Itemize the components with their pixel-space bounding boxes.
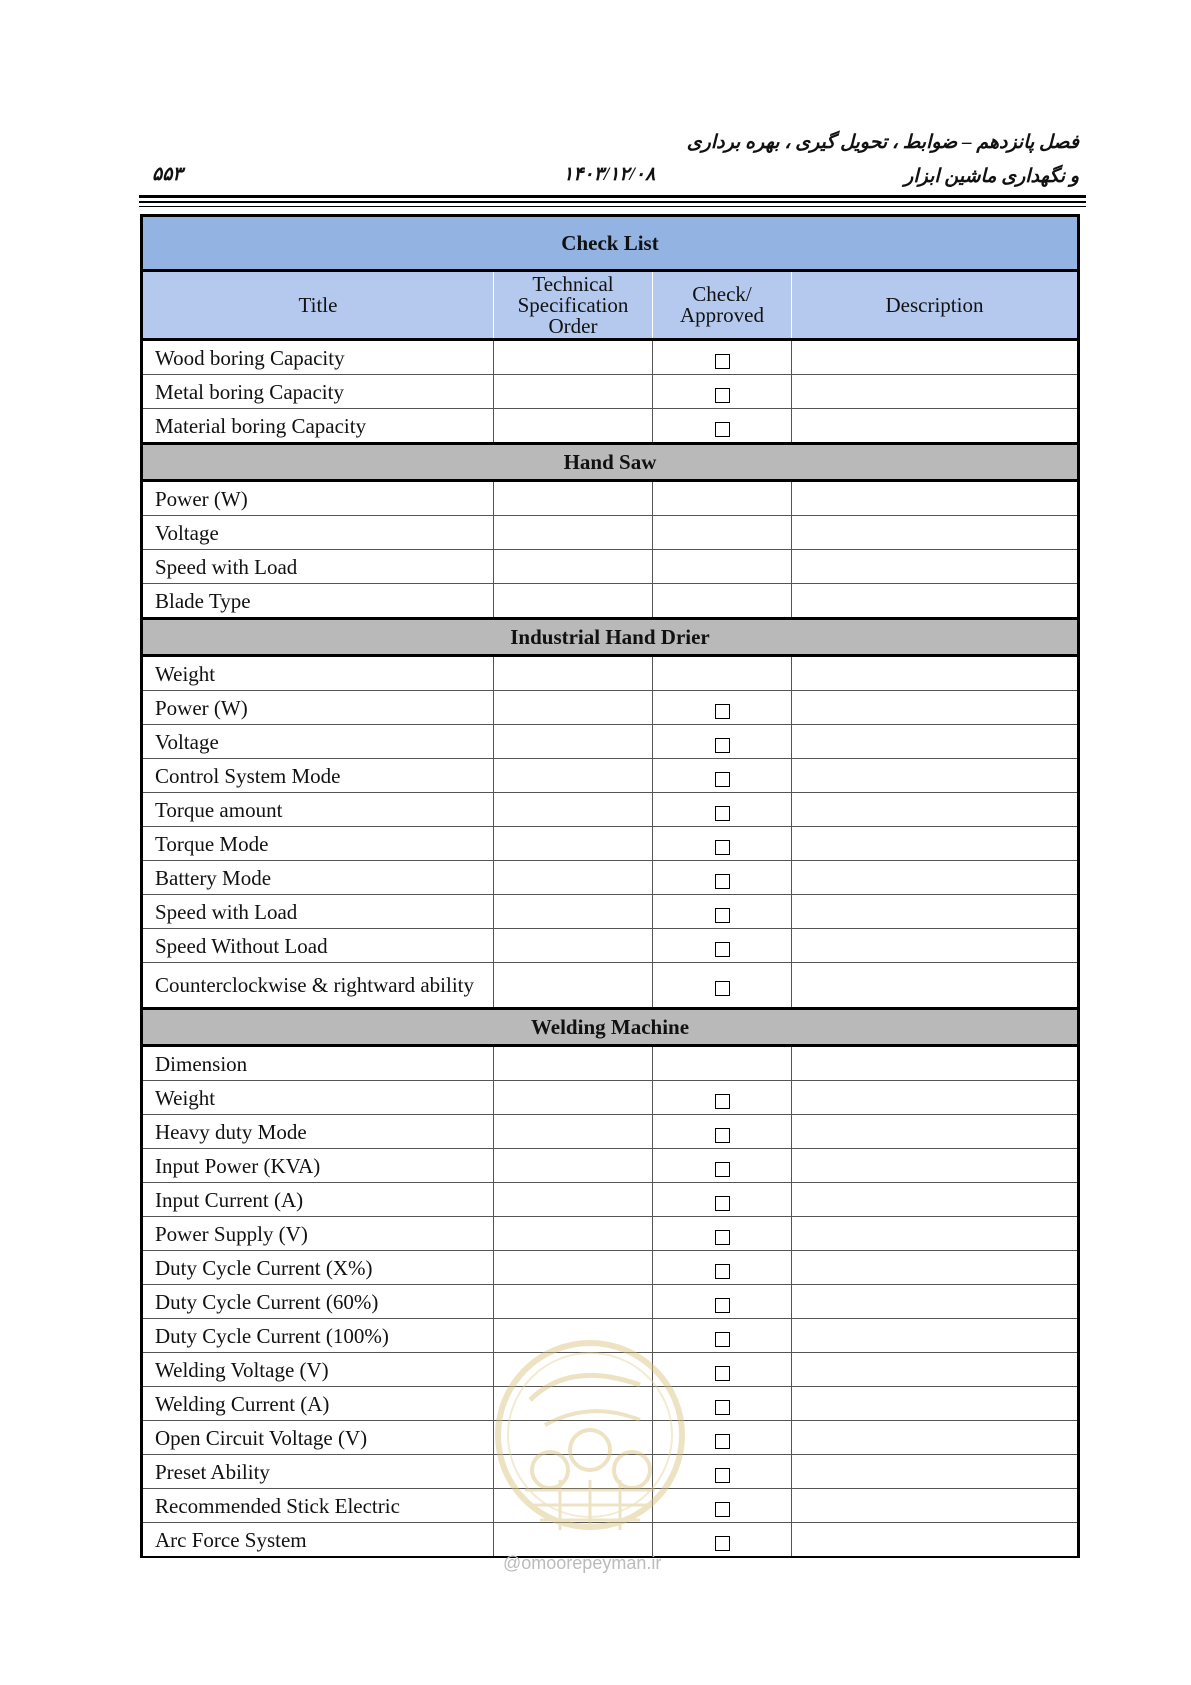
column-header-check-line1: Check/	[692, 282, 752, 306]
column-header-description: Description	[792, 271, 1079, 340]
row-title: Dimension	[142, 1046, 494, 1081]
check-approved-cell	[653, 827, 792, 861]
row-title: Speed with Load	[142, 895, 494, 929]
row-title: Heavy duty Mode	[142, 1115, 494, 1149]
column-header-tech-line3: Order	[548, 313, 598, 338]
description-cell[interactable]	[792, 861, 1079, 895]
column-header-check-line2: Approved	[680, 303, 764, 327]
check-approved-cell	[653, 340, 792, 375]
technical-specification-cell[interactable]	[494, 861, 653, 895]
watermark-site: @omoorepeyman.ir	[503, 1553, 662, 1573]
check-approved-cell	[653, 584, 792, 619]
table-row	[142, 584, 1079, 619]
approve-checkbox[interactable]	[715, 388, 730, 403]
technical-specification-cell[interactable]	[494, 1285, 653, 1319]
description-cell[interactable]	[792, 481, 1079, 516]
table-row	[142, 409, 1079, 444]
technical-specification-cell[interactable]	[494, 725, 653, 759]
table-row	[142, 550, 1079, 584]
description-cell[interactable]	[792, 691, 1079, 725]
table-row	[142, 793, 1079, 827]
description-cell[interactable]	[792, 1319, 1079, 1353]
technical-specification-cell[interactable]	[494, 516, 653, 550]
check-approved-cell	[653, 1081, 792, 1115]
table-row	[142, 340, 1079, 375]
description-cell[interactable]	[792, 1149, 1079, 1183]
approve-checkbox[interactable]	[715, 908, 730, 923]
row-title: Battery Mode	[142, 861, 494, 895]
description-cell[interactable]	[792, 759, 1079, 793]
check-approved-cell	[653, 481, 792, 516]
approve-checkbox[interactable]	[715, 704, 730, 719]
approve-checkbox[interactable]	[715, 1230, 730, 1245]
table-row	[142, 481, 1079, 516]
approve-checkbox[interactable]	[715, 1332, 730, 1347]
check-approved-cell	[653, 656, 792, 691]
table-row	[142, 759, 1079, 793]
description-cell[interactable]	[792, 827, 1079, 861]
approve-checkbox[interactable]	[715, 840, 730, 855]
row-title: Voltage	[142, 516, 494, 550]
row-title: Recommended Stick Electric	[142, 1489, 494, 1523]
approve-checkbox[interactable]	[715, 422, 730, 437]
description-cell[interactable]	[792, 340, 1079, 375]
description-cell[interactable]	[792, 963, 1079, 1009]
table-row	[142, 1285, 1079, 1319]
description-cell[interactable]	[792, 516, 1079, 550]
table-row	[142, 375, 1079, 409]
column-header-tech-line1: Technical	[532, 271, 614, 296]
chapter-title-line1: فصل پانزدهم – ضوابط ، تحویل گیری ، بهره برداری	[686, 132, 1079, 153]
header-date: ۱۴۰۳/۱۲/۰۸	[563, 164, 656, 185]
description-cell[interactable]	[792, 725, 1079, 759]
approve-checkbox[interactable]	[715, 942, 730, 957]
column-header-check-approved	[653, 271, 792, 340]
technical-specification-cell[interactable]	[494, 895, 653, 929]
approve-checkbox[interactable]	[715, 354, 730, 369]
description-cell[interactable]	[792, 895, 1079, 929]
row-title: Preset Ability	[142, 1455, 494, 1489]
approve-checkbox[interactable]	[715, 738, 730, 753]
table-row	[142, 1183, 1079, 1217]
check-approved-cell	[653, 793, 792, 827]
technical-specification-cell[interactable]	[494, 550, 653, 584]
description-cell[interactable]	[792, 550, 1079, 584]
approve-checkbox[interactable]	[715, 1196, 730, 1211]
row-title: Power (W)	[142, 691, 494, 725]
technical-specification-cell[interactable]	[494, 1046, 653, 1081]
table-row	[142, 1081, 1079, 1115]
row-title: Speed with Load	[142, 550, 494, 584]
header-rule	[139, 195, 1086, 198]
technical-specification-cell[interactable]	[494, 1081, 653, 1115]
check-approved-cell	[653, 725, 792, 759]
description-cell[interactable]	[792, 1115, 1079, 1149]
checklist-title: Check List	[142, 216, 1079, 271]
table-row	[142, 1217, 1079, 1251]
check-approved-cell	[653, 929, 792, 963]
row-title: Torque amount	[142, 793, 494, 827]
check-approved-cell	[653, 1285, 792, 1319]
checklist-title-row	[142, 216, 1079, 271]
row-title: Open Circuit Voltage (V)	[142, 1421, 494, 1455]
description-cell[interactable]	[792, 409, 1079, 444]
check-approved-cell	[653, 516, 792, 550]
description-cell[interactable]	[792, 1489, 1079, 1523]
row-title: Welding Voltage (V)	[142, 1353, 494, 1387]
technical-specification-cell[interactable]	[494, 1183, 653, 1217]
section-title: Industrial Hand Drier	[142, 619, 1079, 656]
table-row	[142, 827, 1079, 861]
row-title: Input Current (A)	[142, 1183, 494, 1217]
row-title: Power Supply (V)	[142, 1217, 494, 1251]
row-title: Duty Cycle Current (X%)	[142, 1251, 494, 1285]
approve-checkbox[interactable]	[715, 874, 730, 889]
approve-checkbox[interactable]	[715, 772, 730, 787]
description-cell[interactable]	[792, 1421, 1079, 1455]
table-row	[142, 895, 1079, 929]
description-cell[interactable]	[792, 1183, 1079, 1217]
check-approved-cell	[653, 1217, 792, 1251]
table-row	[142, 929, 1079, 963]
description-cell[interactable]	[792, 1285, 1079, 1319]
description-cell[interactable]	[792, 1353, 1079, 1387]
check-approved-cell	[653, 1046, 792, 1081]
description-cell[interactable]	[792, 1523, 1079, 1558]
check-approved-cell	[653, 550, 792, 584]
chapter-title-line2: و نگهداری ماشین ابزار	[904, 166, 1079, 187]
row-title: Duty Cycle Current (100%)	[142, 1319, 494, 1353]
row-title: Metal boring Capacity	[142, 375, 494, 409]
approve-checkbox[interactable]	[715, 1094, 730, 1109]
description-cell[interactable]	[792, 1251, 1079, 1285]
check-approved-cell	[653, 963, 792, 1009]
approve-checkbox[interactable]	[715, 1468, 730, 1483]
description-cell[interactable]	[792, 375, 1079, 409]
technical-specification-cell[interactable]	[494, 584, 653, 619]
row-title: Welding Current (A)	[142, 1387, 494, 1421]
row-title: Voltage	[142, 725, 494, 759]
row-title: Power (W)	[142, 481, 494, 516]
technical-specification-cell[interactable]	[494, 481, 653, 516]
row-title: Duty Cycle Current (60%)	[142, 1285, 494, 1319]
check-approved-cell	[653, 1149, 792, 1183]
row-title: Wood boring Capacity	[142, 340, 494, 375]
approve-checkbox[interactable]	[715, 1298, 730, 1313]
table-row	[142, 691, 1079, 725]
section-header-row	[142, 444, 1079, 481]
page-number: ۵۵۳	[152, 164, 183, 185]
column-header-row	[142, 271, 1079, 340]
column-header-tech-line2: Specification	[517, 292, 629, 317]
section-title: Welding Machine	[142, 1009, 1079, 1046]
approve-checkbox[interactable]	[715, 1434, 730, 1449]
description-cell[interactable]	[792, 1217, 1079, 1251]
approve-checkbox[interactable]	[715, 1128, 730, 1143]
watermark-logo	[490, 1330, 690, 1560]
description-cell[interactable]	[792, 584, 1079, 619]
approve-checkbox[interactable]	[715, 1366, 730, 1381]
section-header-row	[142, 619, 1079, 656]
check-approved-cell	[653, 375, 792, 409]
technical-specification-cell[interactable]	[494, 375, 653, 409]
header-rule	[139, 206, 1086, 207]
table-row	[142, 1251, 1079, 1285]
description-cell[interactable]	[792, 1387, 1079, 1421]
approve-checkbox[interactable]	[715, 806, 730, 821]
approve-checkbox[interactable]	[715, 981, 730, 996]
row-title: Control System Mode	[142, 759, 494, 793]
table-row	[142, 725, 1079, 759]
technical-specification-cell[interactable]	[494, 1217, 653, 1251]
check-approved-cell	[653, 895, 792, 929]
technical-specification-cell[interactable]	[494, 1115, 653, 1149]
check-approved-cell	[653, 1183, 792, 1217]
check-approved-cell	[653, 1115, 792, 1149]
description-cell[interactable]	[792, 1081, 1079, 1115]
approve-checkbox[interactable]	[715, 1400, 730, 1415]
header-rule	[139, 201, 1086, 203]
check-approved-cell	[653, 409, 792, 444]
column-header-technical-specification	[494, 271, 653, 340]
table-row	[142, 861, 1079, 895]
approve-checkbox[interactable]	[715, 1162, 730, 1177]
check-approved-cell	[653, 759, 792, 793]
description-cell[interactable]	[792, 1046, 1079, 1081]
row-title: Weight	[142, 1081, 494, 1115]
description-cell[interactable]	[792, 793, 1079, 827]
row-title: Material boring Capacity	[142, 409, 494, 444]
table-row	[142, 516, 1079, 550]
approve-checkbox[interactable]	[715, 1536, 730, 1551]
table-row	[142, 963, 1079, 1009]
check-approved-cell	[653, 691, 792, 725]
table-row	[142, 1115, 1079, 1149]
approve-checkbox[interactable]	[715, 1264, 730, 1279]
technical-specification-cell[interactable]	[494, 929, 653, 963]
description-cell[interactable]	[792, 929, 1079, 963]
technical-specification-cell[interactable]	[494, 963, 653, 1009]
section-title: Hand Saw	[142, 444, 1079, 481]
technical-specification-cell[interactable]	[494, 656, 653, 691]
row-title: Arc Force System	[142, 1523, 494, 1558]
row-title: Torque Mode	[142, 827, 494, 861]
technical-specification-cell[interactable]	[494, 1149, 653, 1183]
approve-checkbox[interactable]	[715, 1502, 730, 1517]
check-approved-cell	[653, 861, 792, 895]
table-row	[142, 1046, 1079, 1081]
technical-specification-cell[interactable]	[494, 340, 653, 375]
table-row	[142, 1149, 1079, 1183]
description-cell[interactable]	[792, 1455, 1079, 1489]
row-title: Blade Type	[142, 584, 494, 619]
table-row	[142, 656, 1079, 691]
technical-specification-cell[interactable]	[494, 793, 653, 827]
technical-specification-cell[interactable]	[494, 691, 653, 725]
technical-specification-cell[interactable]	[494, 409, 653, 444]
row-title: Weight	[142, 656, 494, 691]
row-title: Speed Without Load	[142, 929, 494, 963]
description-cell[interactable]	[792, 656, 1079, 691]
row-title: Counterclockwise & rightward ability	[142, 963, 494, 1009]
row-title: Input Power (KVA)	[142, 1149, 494, 1183]
technical-specification-cell[interactable]	[494, 827, 653, 861]
check-approved-cell	[653, 1251, 792, 1285]
technical-specification-cell[interactable]	[494, 759, 653, 793]
column-header-title: Title	[142, 271, 494, 340]
section-header-row	[142, 1009, 1079, 1046]
technical-specification-cell[interactable]	[494, 1251, 653, 1285]
